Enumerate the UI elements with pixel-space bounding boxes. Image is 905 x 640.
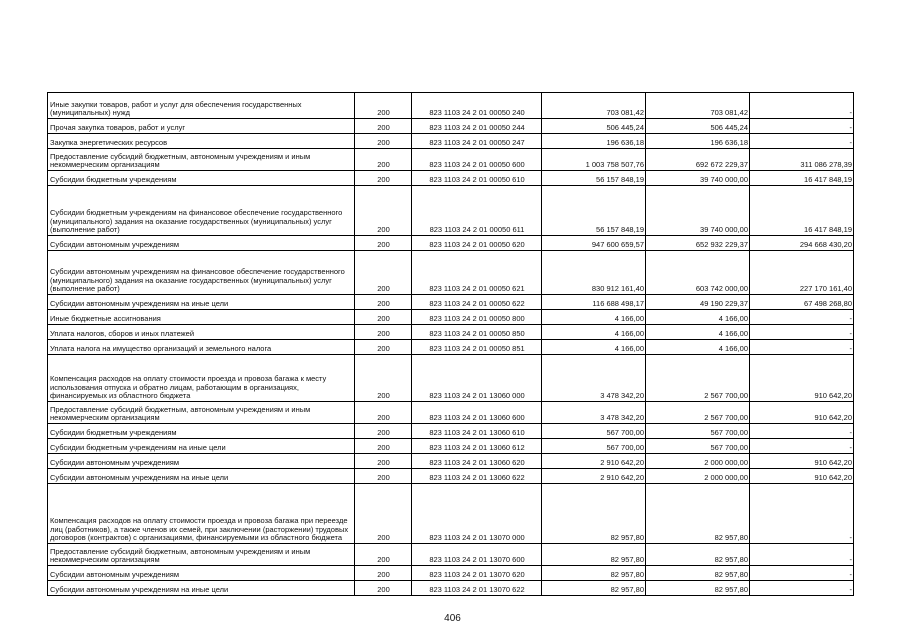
row-approved-amount: 116 688 498,17 — [542, 295, 646, 310]
row-line-code: 200 — [355, 186, 412, 236]
row-classification-code: 823 1103 24 2 01 00050 622 — [412, 295, 542, 310]
row-line-code: 200 — [355, 149, 412, 171]
row-line-code: 200 — [355, 295, 412, 310]
row-name: Субсидии бюджетным учреждениям на иные цели — [48, 439, 355, 454]
table-row — [48, 134, 854, 149]
row-executed-amount: 603 742 000,00 — [646, 251, 750, 295]
row-line-code: 200 — [355, 355, 412, 402]
row-line-code: 200 — [355, 236, 412, 251]
row-line-code: 200 — [355, 484, 412, 544]
table-row — [48, 469, 854, 484]
row-approved-amount: 4 166,00 — [542, 325, 646, 340]
row-unexecuted-amount: 294 668 430,20 — [750, 236, 854, 251]
row-executed-amount: 49 190 229,37 — [646, 295, 750, 310]
row-executed-amount: 2 567 700,00 — [646, 355, 750, 402]
row-unexecuted-amount: - — [750, 484, 854, 544]
table-row — [48, 424, 854, 439]
row-executed-amount: 4 166,00 — [646, 310, 750, 325]
table-row — [48, 484, 854, 544]
row-classification-code: 823 1103 24 2 01 13060 600 — [412, 402, 542, 424]
row-unexecuted-amount: 16 417 848,19 — [750, 186, 854, 236]
row-executed-amount: 82 957,80 — [646, 566, 750, 581]
row-executed-amount: 82 957,80 — [646, 581, 750, 596]
table-row — [48, 544, 854, 566]
row-approved-amount: 2 910 642,20 — [542, 454, 646, 469]
row-executed-amount: 2 000 000,00 — [646, 454, 750, 469]
row-line-code: 200 — [355, 325, 412, 340]
row-classification-code: 823 1103 24 2 01 00050 851 — [412, 340, 542, 355]
row-approved-amount: 56 157 848,19 — [542, 186, 646, 236]
row-name: Прочая закупка товаров, работ и услуг — [48, 119, 355, 134]
row-classification-code: 823 1103 24 2 01 00050 610 — [412, 171, 542, 186]
table-row — [48, 325, 854, 340]
table-row — [48, 295, 854, 310]
row-approved-amount: 947 600 659,57 — [542, 236, 646, 251]
row-classification-code: 823 1103 24 2 01 13060 622 — [412, 469, 542, 484]
table-row — [48, 340, 854, 355]
row-unexecuted-amount: - — [750, 566, 854, 581]
row-unexecuted-amount: - — [750, 439, 854, 454]
row-line-code: 200 — [355, 566, 412, 581]
row-approved-amount: 4 166,00 — [542, 340, 646, 355]
row-unexecuted-amount: 910 642,20 — [750, 469, 854, 484]
row-executed-amount: 196 636,18 — [646, 134, 750, 149]
row-classification-code: 823 1103 24 2 01 13070 600 — [412, 544, 542, 566]
row-executed-amount: 39 740 000,00 — [646, 171, 750, 186]
row-executed-amount: 82 957,80 — [646, 484, 750, 544]
table-row — [48, 310, 854, 325]
row-approved-amount: 1 003 758 507,76 — [542, 149, 646, 171]
row-line-code: 200 — [355, 93, 412, 119]
row-name: Субсидии бюджетным учреждениям — [48, 171, 355, 186]
row-executed-amount: 39 740 000,00 — [646, 186, 750, 236]
row-classification-code: 823 1103 24 2 01 13060 000 — [412, 355, 542, 402]
row-approved-amount: 2 910 642,20 — [542, 469, 646, 484]
row-approved-amount: 196 636,18 — [542, 134, 646, 149]
table-row — [48, 454, 854, 469]
row-executed-amount: 4 166,00 — [646, 340, 750, 355]
row-line-code: 200 — [355, 134, 412, 149]
row-unexecuted-amount: 16 417 848,19 — [750, 171, 854, 186]
row-line-code: 200 — [355, 454, 412, 469]
row-executed-amount: 82 957,80 — [646, 544, 750, 566]
row-approved-amount: 82 957,80 — [542, 566, 646, 581]
table-row — [48, 171, 854, 186]
row-name: Субсидии автономным учреждениям — [48, 454, 355, 469]
row-name: Предоставление субсидий бюджетным, автономным учреждениям и иным некоммерческим организациям — [48, 544, 355, 566]
row-executed-amount: 703 081,42 — [646, 93, 750, 119]
row-executed-amount: 567 700,00 — [646, 424, 750, 439]
table-row — [48, 402, 854, 424]
row-name: Субсидии автономным учреждениям — [48, 236, 355, 251]
row-approved-amount: 567 700,00 — [542, 439, 646, 454]
row-line-code: 200 — [355, 439, 412, 454]
row-unexecuted-amount: - — [750, 93, 854, 119]
budget-execution-table — [47, 92, 854, 596]
row-approved-amount: 4 166,00 — [542, 310, 646, 325]
row-approved-amount: 82 957,80 — [542, 581, 646, 596]
row-name: Предоставление субсидий бюджетным, автономным учреждениям и иным некоммерческим организациям — [48, 402, 355, 424]
row-name: Субсидии автономным учреждениям на иные цели — [48, 581, 355, 596]
row-unexecuted-amount: - — [750, 544, 854, 566]
row-name: Иные закупки товаров, работ и услуг для обеспечения государственных (муниципальных) нужд — [48, 93, 355, 119]
table-row — [48, 149, 854, 171]
page-number: 406 — [444, 613, 461, 624]
table-row — [48, 186, 854, 236]
table-row — [48, 93, 854, 119]
table-row — [48, 355, 854, 402]
row-unexecuted-amount: 910 642,20 — [750, 454, 854, 469]
row-name: Уплата налога на имущество организаций и земельного налога — [48, 340, 355, 355]
row-executed-amount: 2 567 700,00 — [646, 402, 750, 424]
row-name: Субсидии автономным учреждениям на финансовое обеспечение государственного (муниципального) задания на оказание государственных (муниципальных) услуг (выполнение работ) — [48, 251, 355, 295]
row-classification-code: 823 1103 24 2 01 00050 800 — [412, 310, 542, 325]
row-name: Субсидии бюджетным учреждениям на финансовое обеспечение государственного (муниципального) задания на оказание государственных (муниципальных) услуг (выполнение работ) — [48, 186, 355, 236]
row-unexecuted-amount: - — [750, 134, 854, 149]
row-name: Уплата налогов, сборов и иных платежей — [48, 325, 355, 340]
row-approved-amount: 703 081,42 — [542, 93, 646, 119]
row-line-code: 200 — [355, 581, 412, 596]
row-line-code: 200 — [355, 119, 412, 134]
row-classification-code: 823 1103 24 2 01 13070 622 — [412, 581, 542, 596]
row-classification-code: 823 1103 24 2 01 00050 247 — [412, 134, 542, 149]
row-line-code: 200 — [355, 171, 412, 186]
table-body — [48, 93, 854, 596]
row-line-code: 200 — [355, 340, 412, 355]
table-row — [48, 581, 854, 596]
row-line-code: 200 — [355, 469, 412, 484]
table-row — [48, 251, 854, 295]
row-unexecuted-amount: - — [750, 340, 854, 355]
row-classification-code: 823 1103 24 2 01 00050 600 — [412, 149, 542, 171]
row-classification-code: 823 1103 24 2 01 13070 000 — [412, 484, 542, 544]
row-unexecuted-amount: 311 086 278,39 — [750, 149, 854, 171]
row-name: Предоставление субсидий бюджетным, автономным учреждениям и иным некоммерческим организациям — [48, 149, 355, 171]
row-unexecuted-amount: 910 642,20 — [750, 402, 854, 424]
row-name: Субсидии автономным учреждениям на иные цели — [48, 469, 355, 484]
row-executed-amount: 692 672 229,37 — [646, 149, 750, 171]
row-approved-amount: 56 157 848,19 — [542, 171, 646, 186]
row-unexecuted-amount: - — [750, 119, 854, 134]
row-classification-code: 823 1103 24 2 01 00050 244 — [412, 119, 542, 134]
row-unexecuted-amount: - — [750, 325, 854, 340]
row-classification-code: 823 1103 24 2 01 00050 611 — [412, 186, 542, 236]
row-executed-amount: 506 445,24 — [646, 119, 750, 134]
row-executed-amount: 2 000 000,00 — [646, 469, 750, 484]
row-line-code: 200 — [355, 310, 412, 325]
row-approved-amount: 82 957,80 — [542, 484, 646, 544]
row-name: Субсидии автономным учреждениям на иные цели — [48, 295, 355, 310]
row-line-code: 200 — [355, 251, 412, 295]
row-classification-code: 823 1103 24 2 01 13060 612 — [412, 439, 542, 454]
row-unexecuted-amount: 227 170 161,40 — [750, 251, 854, 295]
row-approved-amount: 830 912 161,40 — [542, 251, 646, 295]
row-approved-amount: 82 957,80 — [542, 544, 646, 566]
row-name: Иные бюджетные ассигнования — [48, 310, 355, 325]
row-classification-code: 823 1103 24 2 01 00050 240 — [412, 93, 542, 119]
row-name: Субсидии бюджетным учреждениям — [48, 424, 355, 439]
row-classification-code: 823 1103 24 2 01 13070 620 — [412, 566, 542, 581]
row-line-code: 200 — [355, 402, 412, 424]
row-name: Компенсация расходов на оплату стоимости проезда и провоза багажа к месту использования отпуска и обратно лицам, работающим в организациях, финансируемых из областного бюджета — [48, 355, 355, 402]
row-name: Субсидии автономным учреждениям — [48, 566, 355, 581]
row-unexecuted-amount: - — [750, 424, 854, 439]
row-executed-amount: 4 166,00 — [646, 325, 750, 340]
table-row — [48, 119, 854, 134]
table-row — [48, 566, 854, 581]
row-executed-amount: 567 700,00 — [646, 439, 750, 454]
row-unexecuted-amount: 910 642,20 — [750, 355, 854, 402]
row-line-code: 200 — [355, 424, 412, 439]
row-classification-code: 823 1103 24 2 01 00050 850 — [412, 325, 542, 340]
table-row — [48, 439, 854, 454]
row-unexecuted-amount: - — [750, 310, 854, 325]
row-name: Компенсация расходов на оплату стоимости проезда и провоза багажа при переезде лиц (работников), а также членов их семей, при заключении (расторжении) трудовых договоров (контрактов) с организациями, финансируемыми из областного бюджета — [48, 484, 355, 544]
row-line-code: 200 — [355, 544, 412, 566]
row-classification-code: 823 1103 24 2 01 13060 610 — [412, 424, 542, 439]
table-row — [48, 236, 854, 251]
row-approved-amount: 3 478 342,20 — [542, 402, 646, 424]
row-executed-amount: 652 932 229,37 — [646, 236, 750, 251]
row-approved-amount: 506 445,24 — [542, 119, 646, 134]
row-classification-code: 823 1103 24 2 01 00050 621 — [412, 251, 542, 295]
row-approved-amount: 3 478 342,20 — [542, 355, 646, 402]
row-unexecuted-amount: 67 498 268,80 — [750, 295, 854, 310]
row-name: Закупка энергетических ресурсов — [48, 134, 355, 149]
row-classification-code: 823 1103 24 2 01 00050 620 — [412, 236, 542, 251]
row-unexecuted-amount: - — [750, 581, 854, 596]
row-approved-amount: 567 700,00 — [542, 424, 646, 439]
row-classification-code: 823 1103 24 2 01 13060 620 — [412, 454, 542, 469]
